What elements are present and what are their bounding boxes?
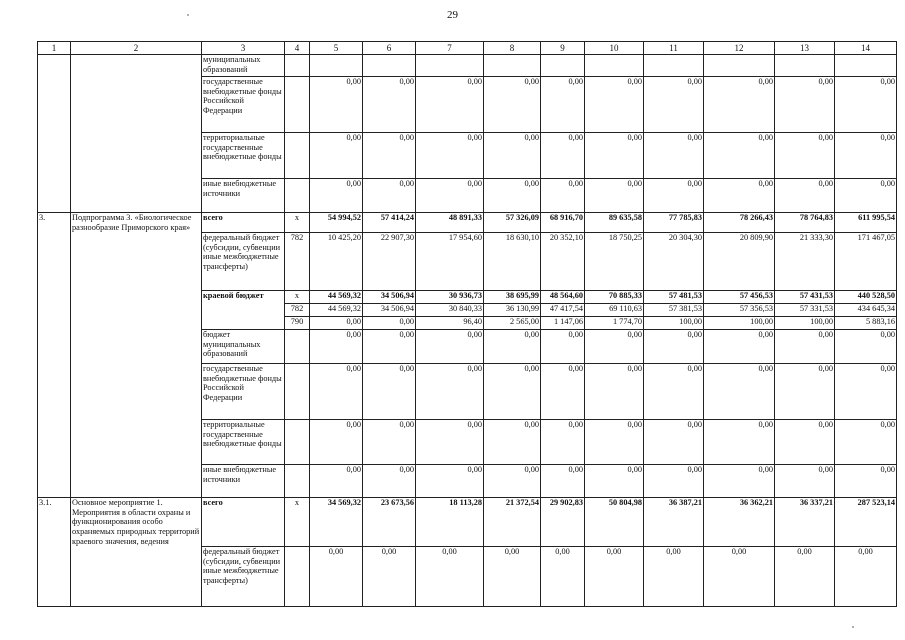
- row-number: [38, 133, 71, 179]
- value-cell: 0,00: [644, 546, 704, 606]
- value-cell: 0,00: [644, 363, 704, 419]
- funding-source: территориальные государственные внебюджетные фонды: [202, 133, 285, 179]
- value-cell: 77 785,83: [644, 213, 704, 233]
- value-cell: 0,00: [835, 363, 897, 419]
- value-cell: 0,00: [310, 77, 363, 133]
- budget-code: [285, 179, 310, 213]
- value-cell: 0,00: [644, 133, 704, 179]
- value-cell: 0,00: [416, 133, 484, 179]
- value-cell: 21 372,54: [484, 497, 541, 546]
- value-cell: [541, 55, 585, 77]
- value-cell: 0,00: [310, 419, 363, 464]
- funding-source: всего: [202, 497, 285, 546]
- budget-code: [285, 133, 310, 179]
- value-cell: 36 362,21: [704, 497, 775, 546]
- row-number: [38, 546, 71, 606]
- value-cell: 0,00: [541, 179, 585, 213]
- value-cell: 10 425,20: [310, 232, 363, 290]
- funding-source: иные внебюджетные источники: [202, 464, 285, 497]
- value-cell: 20 352,10: [541, 232, 585, 290]
- value-cell: 54 994,52: [310, 213, 363, 233]
- value-cell: 0,00: [541, 363, 585, 419]
- table-row: [38, 213, 897, 233]
- funding-source: государственные внебюджетные фонды Российской Федерации: [202, 363, 285, 419]
- budget-code: х: [285, 213, 310, 233]
- value-cell: 23 673,56: [363, 497, 416, 546]
- value-cell: 0,00: [416, 363, 484, 419]
- value-cell: 30 840,33: [416, 303, 484, 316]
- program-title: Подпрограмма 3. «Биологическое разнообразие Приморского края»: [71, 213, 202, 233]
- table-row: [38, 133, 897, 179]
- header-cell: 6: [363, 42, 416, 55]
- row-number: [38, 316, 71, 329]
- value-cell: 0,00: [585, 133, 644, 179]
- value-cell: 0,00: [704, 464, 775, 497]
- value-cell: 57 356,53: [704, 303, 775, 316]
- value-cell: 0,00: [585, 329, 644, 363]
- value-cell: 44 569,32: [310, 303, 363, 316]
- budget-code: [285, 419, 310, 464]
- value-cell: 29 902,83: [541, 497, 585, 546]
- table-row: [38, 77, 897, 133]
- value-cell: 57 381,53: [644, 303, 704, 316]
- program-title: [71, 316, 202, 329]
- header-cell: 12: [704, 42, 775, 55]
- header-cell: 3: [202, 42, 285, 55]
- program-title: [71, 77, 202, 133]
- funding-source: федеральный бюджет (субсидии, субвенции иные межбюджетные трансферты): [202, 232, 285, 290]
- value-cell: 0,00: [363, 419, 416, 464]
- program-title: [71, 363, 202, 419]
- value-cell: 0,00: [835, 77, 897, 133]
- value-cell: 18 630,10: [484, 232, 541, 290]
- value-cell: [585, 55, 644, 77]
- value-cell: [363, 55, 416, 77]
- value-cell: 0,00: [585, 77, 644, 133]
- table-row: [38, 329, 897, 363]
- value-cell: 20 809,90: [704, 232, 775, 290]
- funding-source: территориальные государственные внебюджетные фонды: [202, 419, 285, 464]
- value-cell: 36 337,21: [775, 497, 835, 546]
- value-cell: 68 916,70: [541, 213, 585, 233]
- row-number: [38, 232, 71, 290]
- value-cell: 0,00: [484, 419, 541, 464]
- value-cell: 0,00: [704, 363, 775, 419]
- value-cell: 57 414,24: [363, 213, 416, 233]
- funding-source: [202, 316, 285, 329]
- budget-code: х: [285, 290, 310, 303]
- header-cell: 11: [644, 42, 704, 55]
- value-cell: 0,00: [363, 464, 416, 497]
- funding-source: государственные внебюджетные фонды Российской Федерации: [202, 77, 285, 133]
- funding-source: федеральный бюджет (субсидии, субвенции иные межбюджетные трансферты): [202, 546, 285, 606]
- value-cell: 0,00: [775, 179, 835, 213]
- value-cell: 18 113,28: [416, 497, 484, 546]
- budget-code: [285, 464, 310, 497]
- value-cell: 1 147,06: [541, 316, 585, 329]
- budget-code: 782: [285, 303, 310, 316]
- value-cell: 0,00: [416, 546, 484, 606]
- row-number: [38, 179, 71, 213]
- value-cell: 0,00: [363, 546, 416, 606]
- value-cell: 0,00: [484, 464, 541, 497]
- value-cell: 18 750,25: [585, 232, 644, 290]
- table-row: [38, 290, 897, 303]
- budget-code: 790: [285, 316, 310, 329]
- value-cell: 0,00: [775, 464, 835, 497]
- value-cell: 0,00: [585, 363, 644, 419]
- value-cell: 0,00: [644, 464, 704, 497]
- table-row: [38, 316, 897, 329]
- value-cell: [416, 55, 484, 77]
- program-title: [71, 329, 202, 363]
- value-cell: 0,00: [585, 179, 644, 213]
- value-cell: 0,00: [835, 419, 897, 464]
- value-cell: 2 565,00: [484, 316, 541, 329]
- budget-code: [285, 77, 310, 133]
- value-cell: 171 467,05: [835, 232, 897, 290]
- program-title: [71, 419, 202, 464]
- value-cell: 20 304,30: [644, 232, 704, 290]
- value-cell: 0,00: [775, 329, 835, 363]
- header-cell: 10: [585, 42, 644, 55]
- program-title: [71, 546, 202, 606]
- value-cell: 50 804,98: [585, 497, 644, 546]
- value-cell: 0,00: [835, 179, 897, 213]
- funding-source: бюджет муниципальных образований: [202, 329, 285, 363]
- value-cell: 0,00: [704, 419, 775, 464]
- value-cell: 89 635,58: [585, 213, 644, 233]
- value-cell: 100,00: [704, 316, 775, 329]
- scan-speck: [187, 14, 189, 16]
- value-cell: 57 326,09: [484, 213, 541, 233]
- table-row: [38, 363, 897, 419]
- funding-source: всего: [202, 213, 285, 233]
- table-row: [38, 464, 897, 497]
- program-title: Основное мероприятие 1. Мероприятия в области охраны и функционирования особо охраняемых природных территорий краевого значения, ведения: [71, 497, 202, 546]
- value-cell: 0,00: [416, 419, 484, 464]
- budget-code: х: [285, 497, 310, 546]
- value-cell: [704, 55, 775, 77]
- value-cell: 48 891,33: [416, 213, 484, 233]
- value-cell: 57 331,53: [775, 303, 835, 316]
- value-cell: 57 456,53: [704, 290, 775, 303]
- value-cell: 0,00: [541, 419, 585, 464]
- value-cell: 0,00: [484, 133, 541, 179]
- value-cell: 0,00: [310, 546, 363, 606]
- value-cell: 21 333,30: [775, 232, 835, 290]
- value-cell: 0,00: [541, 133, 585, 179]
- value-cell: 0,00: [835, 464, 897, 497]
- value-cell: 0,00: [416, 329, 484, 363]
- value-cell: 0,00: [484, 363, 541, 419]
- program-title: [71, 290, 202, 303]
- value-cell: 1 774,70: [585, 316, 644, 329]
- value-cell: 17 954,60: [416, 232, 484, 290]
- value-cell: 100,00: [644, 316, 704, 329]
- budget-code: [285, 546, 310, 606]
- value-cell: 0,00: [416, 464, 484, 497]
- funding-source: [202, 303, 285, 316]
- budget-code: [285, 363, 310, 419]
- row-number: [38, 55, 71, 77]
- value-cell: 78 764,83: [775, 213, 835, 233]
- value-cell: 287 523,14: [835, 497, 897, 546]
- table-row: [38, 546, 897, 606]
- value-cell: 0,00: [704, 329, 775, 363]
- value-cell: 0,00: [363, 316, 416, 329]
- value-cell: [644, 55, 704, 77]
- value-cell: 0,00: [484, 179, 541, 213]
- value-cell: 0,00: [775, 419, 835, 464]
- value-cell: [835, 55, 897, 77]
- value-cell: 0,00: [541, 329, 585, 363]
- header-cell: 2: [71, 42, 202, 55]
- value-cell: 0,00: [775, 77, 835, 133]
- table-row: [38, 497, 897, 546]
- value-cell: 0,00: [541, 464, 585, 497]
- value-cell: 0,00: [310, 464, 363, 497]
- value-cell: 0,00: [484, 329, 541, 363]
- value-cell: 22 907,30: [363, 232, 416, 290]
- value-cell: 434 645,34: [835, 303, 897, 316]
- value-cell: 0,00: [775, 363, 835, 419]
- value-cell: 0,00: [775, 133, 835, 179]
- header-cell: 1: [38, 42, 71, 55]
- value-cell: 48 564,60: [541, 290, 585, 303]
- table-row: [38, 55, 897, 77]
- value-cell: 70 885,33: [585, 290, 644, 303]
- value-cell: 47 417,54: [541, 303, 585, 316]
- header-cell: 5: [310, 42, 363, 55]
- value-cell: 0,00: [363, 77, 416, 133]
- program-title: [71, 133, 202, 179]
- budget-table: [37, 41, 897, 607]
- program-title: [71, 55, 202, 77]
- table-row: [38, 232, 897, 290]
- row-number: [38, 77, 71, 133]
- header-cell: 7: [416, 42, 484, 55]
- value-cell: 0,00: [310, 133, 363, 179]
- value-cell: 0,00: [484, 77, 541, 133]
- value-cell: 0,00: [363, 363, 416, 419]
- row-number: 3.: [38, 213, 71, 233]
- funding-source: краевой бюджет: [202, 290, 285, 303]
- value-cell: 0,00: [704, 133, 775, 179]
- header-row: [38, 42, 897, 55]
- value-cell: [484, 55, 541, 77]
- value-cell: 0,00: [310, 179, 363, 213]
- value-cell: 30 936,73: [416, 290, 484, 303]
- value-cell: 0,00: [835, 546, 897, 606]
- program-title: [71, 303, 202, 316]
- value-cell: 0,00: [363, 329, 416, 363]
- table-row: [38, 419, 897, 464]
- value-cell: 0,00: [585, 419, 644, 464]
- value-cell: 36 387,21: [644, 497, 704, 546]
- value-cell: 0,00: [835, 133, 897, 179]
- value-cell: 38 695,99: [484, 290, 541, 303]
- value-cell: 5 883,16: [835, 316, 897, 329]
- value-cell: 0,00: [310, 316, 363, 329]
- scan-speck: [852, 626, 854, 628]
- header-cell: 14: [835, 42, 897, 55]
- row-number: [38, 303, 71, 316]
- budget-code: [285, 55, 310, 77]
- header-cell: 9: [541, 42, 585, 55]
- value-cell: 34 569,32: [310, 497, 363, 546]
- value-cell: 0,00: [704, 179, 775, 213]
- value-cell: [775, 55, 835, 77]
- value-cell: 0,00: [644, 179, 704, 213]
- value-cell: 0,00: [310, 329, 363, 363]
- value-cell: 0,00: [644, 77, 704, 133]
- value-cell: 0,00: [644, 329, 704, 363]
- value-cell: 0,00: [541, 546, 585, 606]
- value-cell: 0,00: [835, 329, 897, 363]
- value-cell: 36 130,99: [484, 303, 541, 316]
- value-cell: 0,00: [704, 546, 775, 606]
- table-row: [38, 179, 897, 213]
- budget-code: [285, 329, 310, 363]
- row-number: [38, 363, 71, 419]
- value-cell: 0,00: [541, 77, 585, 133]
- funding-source: муниципальных образований: [202, 55, 285, 77]
- value-cell: 0,00: [310, 363, 363, 419]
- value-cell: 100,00: [775, 316, 835, 329]
- program-title: [71, 232, 202, 290]
- value-cell: 34 506,94: [363, 290, 416, 303]
- value-cell: 0,00: [644, 419, 704, 464]
- value-cell: 0,00: [363, 133, 416, 179]
- table-row: [38, 303, 897, 316]
- program-title: [71, 179, 202, 213]
- funding-source: иные внебюджетные источники: [202, 179, 285, 213]
- header-cell: 4: [285, 42, 310, 55]
- value-cell: 0,00: [585, 464, 644, 497]
- value-cell: [310, 55, 363, 77]
- value-cell: 78 266,43: [704, 213, 775, 233]
- program-title: [71, 464, 202, 497]
- value-cell: 34 506,94: [363, 303, 416, 316]
- value-cell: 0,00: [484, 546, 541, 606]
- value-cell: 57 431,53: [775, 290, 835, 303]
- row-number: [38, 290, 71, 303]
- row-number: [38, 464, 71, 497]
- value-cell: 0,00: [416, 179, 484, 213]
- header-cell: 13: [775, 42, 835, 55]
- value-cell: 611 995,54: [835, 213, 897, 233]
- value-cell: 69 110,63: [585, 303, 644, 316]
- page-number: 29: [447, 9, 458, 21]
- value-cell: 96,40: [416, 316, 484, 329]
- value-cell: 0,00: [585, 546, 644, 606]
- row-number: [38, 419, 71, 464]
- value-cell: 0,00: [775, 546, 835, 606]
- header-cell: 8: [484, 42, 541, 55]
- budget-code: 782: [285, 232, 310, 290]
- value-cell: 44 569,32: [310, 290, 363, 303]
- value-cell: 57 481,53: [644, 290, 704, 303]
- row-number: 3.1.: [38, 497, 71, 546]
- value-cell: 0,00: [363, 179, 416, 213]
- row-number: [38, 329, 71, 363]
- value-cell: 0,00: [416, 77, 484, 133]
- value-cell: 440 528,50: [835, 290, 897, 303]
- value-cell: 0,00: [704, 77, 775, 133]
